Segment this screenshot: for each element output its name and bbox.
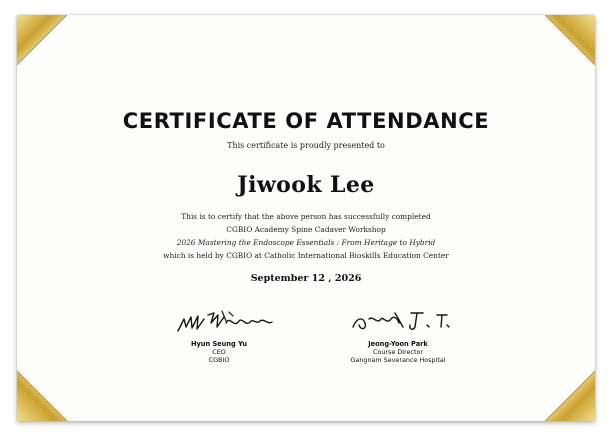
signatory-name-director: Jeong-Yoon Park [368,340,428,348]
course-title: 2026 Mastering the Endoscope Essentials : From Heritage to Hybrid [176,238,436,247]
signature-director-image [313,303,483,335]
signatory-org-ceo: CGBIO [208,356,230,364]
workshop-name: CGBIO Academy Spine Cadaver Workshop [226,225,386,234]
signatory-title-director: Course Director [372,348,423,356]
certificate-content [17,15,595,421]
signatory-org-director: Gangnam Severance Hospital [350,356,446,364]
certificate-title: CERTIFICATE OF ATTENDANCE [122,109,490,133]
recipient-name: Jiwook Lee [237,172,375,198]
certify-statement: This is to certify that the above person has successfully completed [181,212,431,221]
signatory-name-ceo: Hyun Seung Yu [190,340,248,348]
signatory-title-ceo: CEO [212,348,226,356]
signature-ceo-image [134,303,304,335]
signature-block-director [313,303,483,364]
venue-statement: which is held by CGBIO at Catholic International Bioskills Education Center [163,251,449,260]
presented-to-line: This certificate is proudly presented to [227,141,385,150]
certificate-paper [17,15,595,421]
signature-block-ceo [134,303,304,364]
certificate-date: September 12 , 2026 [250,273,362,284]
